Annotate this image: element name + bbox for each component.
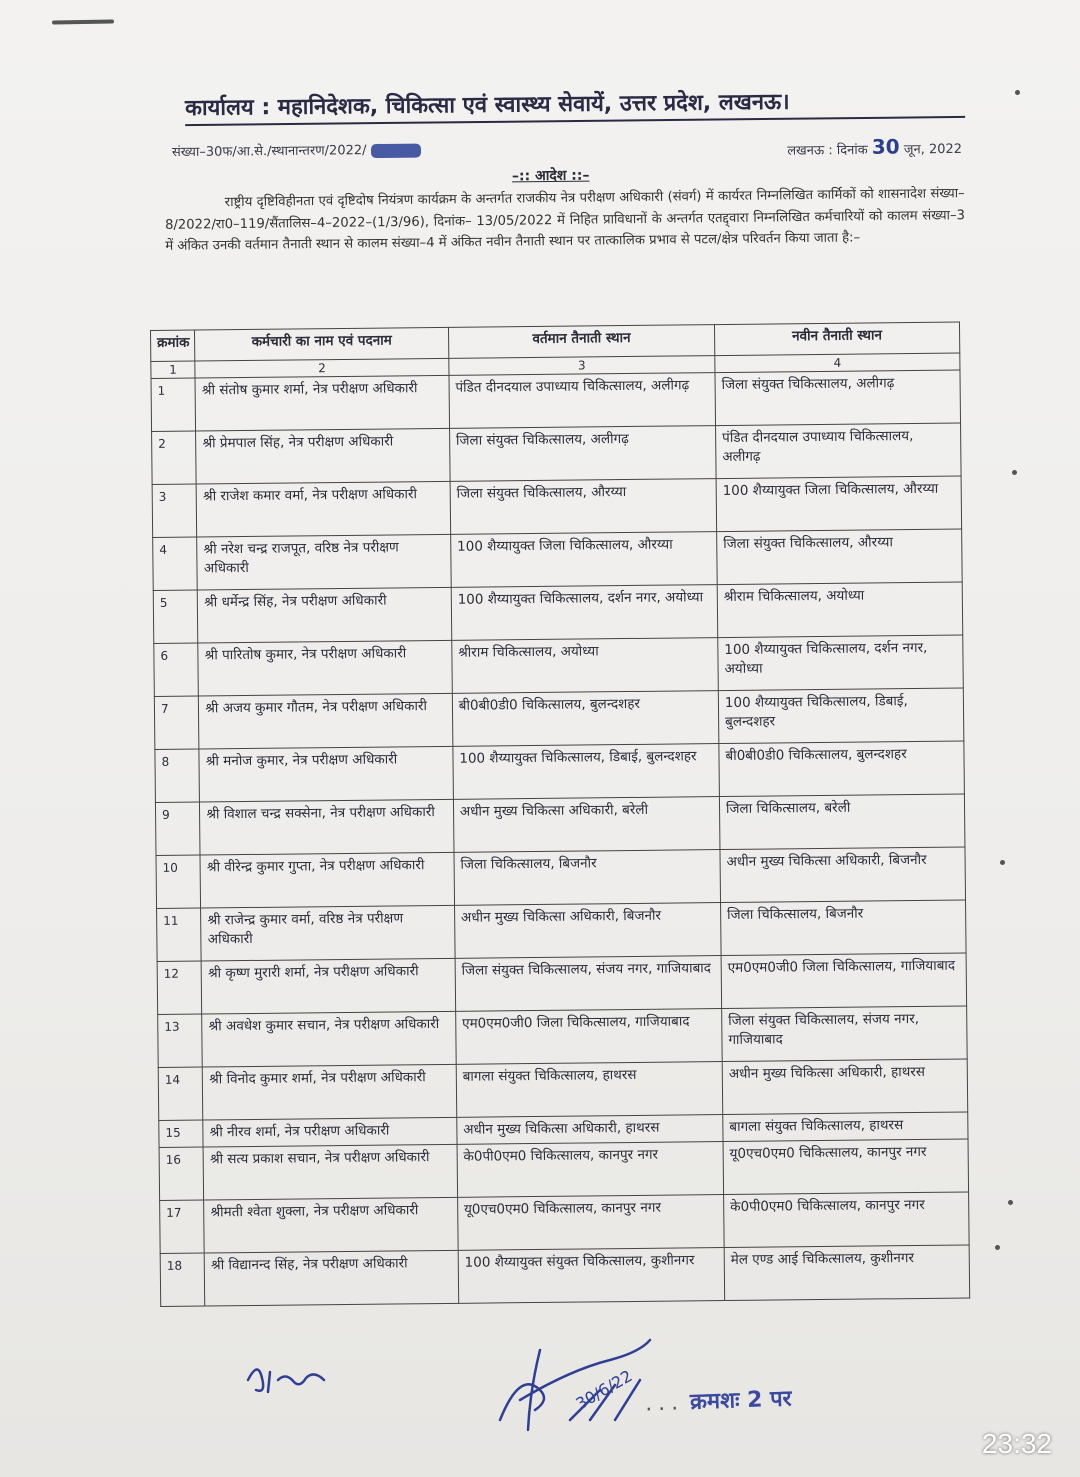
order-title: –:: आदेश ::– [511, 167, 590, 185]
office-header: कार्यालय : महानिदेशक, चिकित्सा एवं स्वास्थ्य सेवायें, उत्तर प्रदेश, लखनऊ। [185, 84, 965, 126]
serial-cell: 15 [159, 1120, 204, 1147]
new-posting-cell: जिला चिकित्सालय, बरेली [719, 794, 965, 850]
employee-name-cell: श्री प्रेमपाल सिंह, नेत्र परीक्षण अधिकारी [196, 428, 450, 484]
signature-area [230, 1330, 990, 1470]
serial-cell: 2 [152, 431, 197, 484]
serial-cell: 16 [159, 1147, 204, 1200]
current-posting-cell: अधीन मुख्य चिकित्सा अधिकारी, बरेली [453, 797, 720, 853]
header-new-posting: नवीन तैनाती स्थान [714, 322, 959, 356]
new-posting-cell: जिला संयुक्त चिकित्सालय, औरय्या [717, 529, 963, 585]
serial-cell: 6 [154, 643, 199, 696]
new-posting-cell: जिला संयुक्त चिकित्सालय, अलीगढ़ [715, 370, 961, 426]
employee-name-cell: श्री कृष्ण मुरारी शर्मा, नेत्र परीक्षण अधिकारी [201, 958, 455, 1014]
continued-note [645, 1382, 793, 1417]
margin-mark [995, 1245, 1000, 1250]
serial-cell: 1 [151, 378, 196, 431]
serial-cell: 9 [155, 802, 200, 855]
employee-name-cell: श्री पारितोष कुमार, नेत्र परीक्षण अधिकारी [198, 640, 452, 696]
date-rest: जून, 2022 [903, 141, 963, 158]
current-posting-cell: के0पी0एम0 चिकित्सालय, कानपुर नगर [457, 1142, 724, 1198]
current-posting-cell: जिला चिकित्सालय, बिजनौर [454, 850, 721, 906]
current-posting-cell: जिला संयुक्त चिकित्सालय, औरय्या [450, 479, 717, 535]
serial-cell: 10 [156, 855, 201, 908]
table-row [160, 1192, 970, 1253]
new-posting-cell: 100 शैय्यायुक्त चिकित्सालय, दर्शन नगर, अयोध्या [718, 635, 964, 691]
transfer-table [150, 322, 970, 1307]
table-row [155, 794, 965, 855]
new-posting-cell: बी0बी0डी0 चिकित्सालय, बुलन्दशहर [719, 741, 965, 797]
current-posting-cell: पंडित दीनदयाल उपाध्याय चिकित्सालय, अलीगढ़ [449, 373, 716, 429]
new-posting-cell: पंडित दीनदयाल उपाध्याय चिकित्सालय, अलीगढ़ [715, 423, 961, 479]
transfer-table-container [150, 322, 970, 1307]
serial-cell: 5 [153, 590, 198, 643]
serial-cell: 8 [155, 749, 200, 802]
table-row [160, 1245, 970, 1306]
new-posting-cell: के0पी0एम0 चिकित्सालय, कानपुर नगर [724, 1192, 970, 1248]
header-serial: क्रमांक [151, 330, 196, 361]
employee-name-cell: श्री अजय कुमार गौतम, नेत्र परीक्षण अधिकारी [199, 693, 453, 749]
reference-text: संख्या–30फ/आ.से./स्थानान्तरण/2022/ [171, 143, 367, 161]
new-posting-cell: 100 शैय्यायुक्त चिकित्सालय, डिबाई, बुलन्दशहर [718, 688, 964, 744]
employee-name-cell: श्री नीरव शर्मा, नेत्र परीक्षण अधिकारी [203, 1117, 457, 1147]
new-posting-cell: मेल एण्ड आई चिकित्सालय, कुशीनगर [724, 1245, 970, 1301]
table-row [157, 900, 967, 961]
table-row [153, 529, 963, 590]
current-posting-cell: अधीन मुख्य चिकित्सा अधिकारी, बिजनौर [454, 903, 721, 959]
serial-cell: 18 [160, 1253, 205, 1306]
current-posting-cell: एम0एम0जी0 जिला चिकित्सालय, गाजियाबाद [455, 1009, 722, 1065]
table-body [151, 370, 970, 1306]
employee-name-cell: श्री विनोद कुमार शर्मा, नेत्र परीक्षण अधिकारी [203, 1064, 457, 1120]
serial-cell: 11 [157, 908, 202, 961]
ink-blot [370, 143, 420, 158]
reference-number [172, 140, 421, 167]
new-posting-cell: 100 शैय्यायुक्त जिला चिकित्सालय, औरय्या [716, 476, 962, 532]
serial-cell: 7 [154, 696, 199, 749]
officer-signature [480, 1330, 680, 1440]
employee-name-cell: श्री धर्मेन्द्र सिंह, नेत्र परीक्षण अधिकारी [198, 587, 452, 643]
employee-name-cell: श्री वीरेन्द्र कुमार गुप्ता, नेत्र परीक्षण अधिकारी [200, 852, 454, 908]
employee-name-cell: श्री मनोज कुमार, नेत्र परीक्षण अधिकारी [199, 746, 453, 802]
continued-dots: ... [644, 1390, 685, 1417]
table-row [157, 953, 967, 1014]
serial-cell: 3 [152, 484, 197, 537]
employee-name-cell: श्री राजेन्द्र कुमार वर्मा, वरिष्ठ नेत्र परीक्षण अधिकारी [201, 905, 455, 961]
serial-cell: 4 [153, 537, 198, 590]
new-posting-cell: अधीन मुख्य चिकित्सा अधिकारी, हाथरस [722, 1059, 968, 1115]
employee-name-cell: श्री राजेश कमार वर्मा, नेत्र परीक्षण अधिकारी [196, 481, 450, 537]
current-posting-cell: यू0एच0एम0 चिकित्सालय, कानपुर नगर [457, 1195, 724, 1251]
margin-mark [1012, 470, 1017, 475]
employee-name-cell: श्री सत्य प्रकाश सचान, नेत्र परीक्षण अधिकारी [203, 1144, 457, 1200]
table-row [151, 370, 961, 431]
new-posting-cell: बागला संयुक्त चिकित्सालय, हाथरस [723, 1112, 968, 1142]
table-row [156, 847, 966, 908]
table-row [154, 635, 964, 696]
new-posting-cell: अधीन मुख्य चिकित्सा अधिकारी, बिजनौर [720, 847, 966, 903]
new-posting-cell: यू0एच0एम0 चिकित्सालय, कानपुर नगर [723, 1139, 969, 1195]
employee-name-cell: श्री विद्यानन्द सिंह, नेत्र परीक्षण अधिकारी [205, 1250, 459, 1306]
order-paragraph: राष्ट्रीय दृष्टिविहीनता एवं दृष्टिदोष नियंत्रण कार्यक्रम के अन्तर्गत राजकीय नेत्र परीक्षण अधिकारी (संवर्ग) में कार्यरत निम्नलिखित कार्मिकों को शासनादेश संख्या– 8/2022/रा0–119/सैंतालिस–4–2022–(1/3/96), दिनांक– 13/05/2022 में निहित प्राविधानों के अन्तर्गत एतद्द्वारा निम्नलिखित कर्मचारियों को कालम संख्या–3 में अंकित उनकी वर्तमान तैनाती स्थान से कालम संख्या–4 में अंकित नवीन तैनाती स्थान पर तात्कालिक प्रभाव से पटल/क्षेत्र परिवर्तन किया जाता है:– [164, 186, 966, 254]
table-row [155, 741, 965, 802]
new-posting-cell: जिला संयुक्त चिकित्सालय, संजय नगर, गाजियाबाद [722, 1006, 968, 1062]
serial-cell: 17 [160, 1200, 205, 1253]
date-prefix: लखनऊ : दिनांक [787, 142, 868, 159]
current-posting-cell: श्रीराम चिकित्सालय, अयोध्या [452, 638, 719, 694]
serial-cell: 13 [158, 1014, 203, 1067]
initials-signature [240, 1350, 350, 1400]
current-posting-cell: 100 शैय्यायुक्त चिकित्सालय, दर्शन नगर, अयोध्या [451, 585, 718, 641]
table-row [159, 1139, 969, 1200]
top-edge-mark [52, 19, 114, 24]
current-posting-cell: 100 शैय्यायुक्त संयुक्त चिकित्सालय, कुशीनगर [458, 1248, 725, 1304]
reference-line [172, 134, 962, 166]
table-row [158, 1006, 968, 1067]
order-date [787, 134, 962, 160]
new-posting-cell: जिला चिकित्सालय, बिजनौर [720, 900, 966, 956]
table-row [152, 423, 962, 484]
table-row [158, 1059, 968, 1120]
margin-mark [1008, 1200, 1013, 1205]
employee-name-cell: श्री अवधेश कुमार सचान, नेत्र परीक्षण अधिकारी [202, 1011, 456, 1067]
current-posting-cell: जिला संयुक्त चिकित्सालय, संजय नगर, गाजियाबाद [455, 956, 722, 1012]
status-time: 23:32 [981, 1428, 1052, 1459]
new-posting-cell: श्रीराम चिकित्सालय, अयोध्या [717, 582, 963, 638]
column-number: 2 [195, 358, 449, 378]
current-posting-cell: जिला संयुक्त चिकित्सालय, अलीगढ़ [449, 426, 716, 482]
employee-name-cell: श्री संतोष कुमार शर्मा, नेत्र परीक्षण अधिकारी [195, 375, 449, 431]
employee-name-cell: श्रीमती श्वेता शुक्ला, नेत्र परीक्षण अधिकारी [204, 1197, 458, 1253]
date-day: 30 [871, 134, 900, 159]
serial-cell: 14 [158, 1067, 203, 1120]
current-posting-cell: बी0बी0डी0 चिकित्सालय, बुलन्दशहर [452, 691, 719, 747]
column-number: 1 [151, 361, 196, 378]
current-posting-cell: अधीन मुख्य चिकित्सा अधिकारी, हाथरस [457, 1115, 723, 1145]
current-posting-cell: बागला संयुक्त चिकित्सालय, हाथरस [456, 1062, 723, 1118]
employee-name-cell: श्री नरेश चन्द्र राजपूत, वरिष्ठ नेत्र परीक्षण अधिकारी [197, 534, 451, 590]
header-current-posting: वर्तमान तैनाती स्थान [448, 325, 714, 359]
margin-mark [1000, 860, 1005, 865]
table-row [154, 688, 964, 749]
new-posting-cell: एम0एम0जी0 जिला चिकित्सालय, गाजियाबाद [721, 953, 967, 1009]
current-posting-cell: 100 शैय्यायुक्त जिला चिकित्सालय, औरय्या [450, 532, 717, 588]
employee-name-cell: श्री विशाल चन्द्र सक्सेना, नेत्र परीक्षण अधिकारी [200, 799, 454, 855]
serial-cell: 12 [157, 961, 202, 1014]
handwritten-date: 30/6/22 [572, 1366, 636, 1414]
header-name: कर्मचारी का नाम एवं पदनाम [195, 327, 449, 361]
column-number: 4 [715, 353, 960, 373]
table-row [153, 582, 963, 643]
current-posting-cell: 100 शैय्यायुक्त चिकित्सालय, डिबाई, बुलन्दशहर [453, 744, 720, 800]
table-row [152, 476, 962, 537]
column-number: 3 [449, 356, 715, 376]
margin-mark [1015, 90, 1020, 95]
continued-text: क्रमशः 2 पर [689, 1386, 793, 1415]
